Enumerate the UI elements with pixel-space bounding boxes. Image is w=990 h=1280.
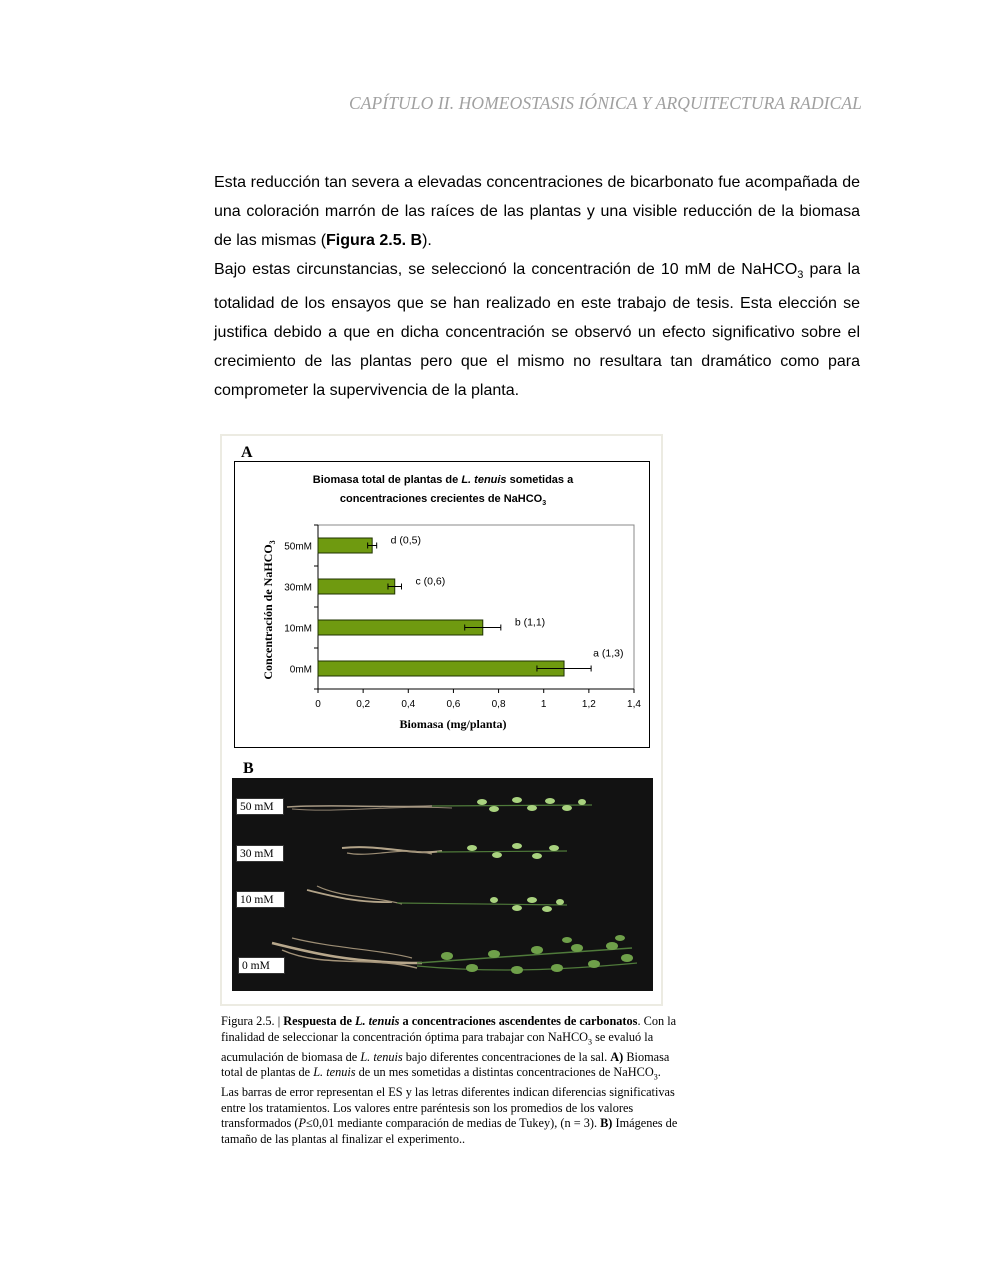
x-tick-label: 1,2	[581, 699, 596, 710]
plant-0mm	[272, 935, 637, 974]
photo-label-50mm: 50 mM	[236, 798, 284, 815]
bar	[318, 620, 483, 635]
data-label: b (1,1)	[514, 616, 546, 629]
x-tick-label: 0,6	[446, 699, 461, 710]
p2-subscript: 3	[797, 268, 804, 281]
chart-svg	[235, 462, 651, 749]
figure-reference: Figura 2.5. B	[326, 231, 423, 249]
x-tick-label: 0	[315, 699, 321, 710]
chart-x-axis-label: Biomasa (mg/planta)	[399, 717, 507, 731]
p1-text: Esta reducción tan severa a elevadas concentraciones de bicarbonato fue acompañada de una coloración marrón de las raíces de las plantas y una visible reducción de la biomasa de las mismas (	[214, 174, 860, 249]
plants-illustration	[232, 778, 653, 991]
panel-a-letter: A	[241, 444, 253, 461]
biomass-chart	[234, 461, 650, 748]
p1-end: ).	[422, 231, 432, 249]
plants-photo	[232, 778, 653, 991]
paragraph-2	[214, 256, 860, 406]
plant-30mm	[342, 843, 567, 859]
photo-label-10mm: 10 mM	[236, 891, 285, 908]
x-tick-label: 1,4	[627, 699, 641, 710]
figure-caption	[221, 1014, 681, 1148]
x-tick-label: 1	[540, 699, 547, 710]
chart-y-axis-label: Concentración de NaHCO$_3$	[261, 540, 277, 680]
photo-label-0mm: 0 mM	[238, 957, 285, 974]
y-category-label: 30mM	[284, 582, 312, 594]
chart-title-line1: Biomasa total de plantas de L. tenuis sometidas a	[312, 474, 574, 486]
x-tick-label: 0,4	[401, 699, 416, 710]
plant-10mm	[307, 886, 567, 912]
bar	[318, 661, 564, 676]
y-category-label: 50mM	[284, 541, 312, 553]
paragraph-1	[214, 169, 860, 256]
data-label: c (0,6)	[415, 575, 446, 588]
y-category-label: 10mM	[284, 623, 312, 635]
chart-title-line2: concentraciones crecientes de NaHCO$_3$	[339, 493, 547, 507]
chapter-header: CAPÍTULO II. HOMEOSTASIS IÓNICA Y ARQUITECTURA RADICAL	[348, 93, 862, 113]
caption-text: Figura 2.5. | Respuesta de L. tenuis a concentraciones ascendentes de carbonatos. Con la finalidad de seleccionar la concentración óptima para trabajar con NaHCO$_3$ se evaluó la acumulación de biomasa de L. tenuis bajo diferentes concentraciones de la sal. A) Biomasa total de plantas de L. tenuis de un mes sometidas a distintas concentraciones de NaHCO$_3$. Las barras de error representan el ES y las letras diferentes indican diferencias significativas entre los tratamientos. Los valores entre paréntesis son los promedios de los valores transformados (P≤0,01 mediante comparación de medias de Tukey), (n = 3). B) Imágenes de tamaño de las plantas al finalizar el experimento..	[221, 1014, 678, 1147]
p2-text-2: para la totalidad de los ensayos que se han realizado en este trabajo de tesis. Esta elección se justifica debido a que en dicha concentración se observó un efecto significativo sobre el crecimiento de las plantas pero que el mismo no resultara tan dramático como para comprometer la supervivencia de la planta.	[214, 260, 861, 399]
bar	[318, 579, 395, 594]
panel-b-letter: B	[243, 760, 254, 777]
body-text	[214, 169, 860, 405]
bar	[318, 538, 372, 553]
p2-text-1: Bajo estas circunstancias, se seleccionó la concentración de 10 mM de NaHCO	[214, 260, 798, 278]
data-label: d (0,5)	[390, 534, 422, 547]
photo-label-30mm: 30 mM	[236, 845, 284, 862]
x-tick-label: 0,8	[491, 699, 506, 710]
plant-50mm	[287, 797, 592, 812]
y-category-label: 0mM	[289, 664, 312, 676]
data-label: a (1,3)	[593, 647, 624, 660]
x-tick-label: 0,2	[356, 699, 371, 710]
